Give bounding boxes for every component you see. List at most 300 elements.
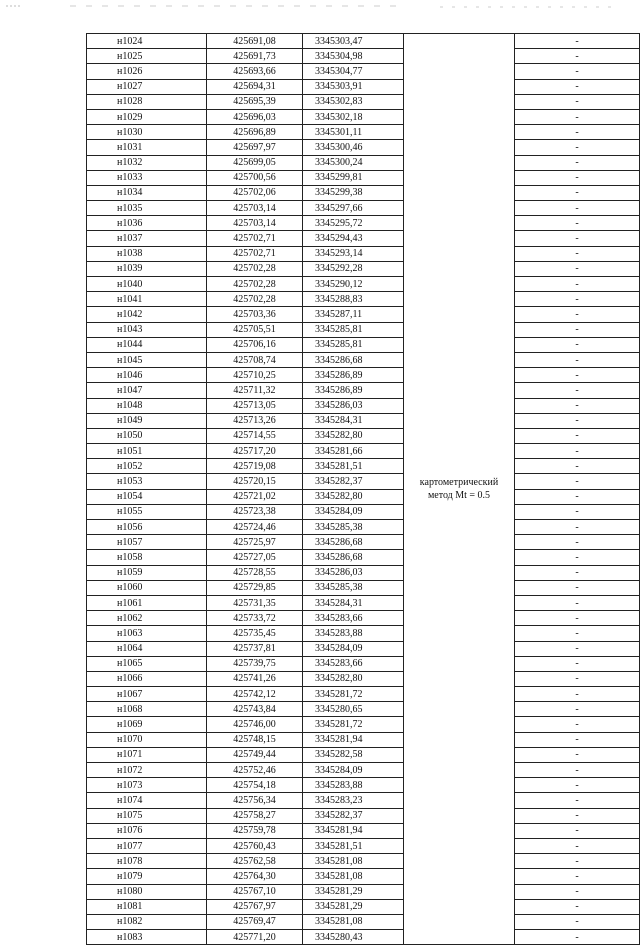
point-name-cell: н1066 <box>87 671 207 686</box>
x-coordinate-cell: 425748,15 <box>207 732 303 747</box>
x-coordinate-cell: 425739,75 <box>207 656 303 671</box>
tolerance-cell: - <box>515 231 640 246</box>
point-name-cell: н1036 <box>87 216 207 231</box>
table-row <box>87 641 640 656</box>
y-coordinate-cell: 3345287,11 <box>303 307 404 322</box>
point-name-cell: н1033 <box>87 170 207 185</box>
table-row <box>87 261 640 276</box>
x-coordinate-cell: 425696,03 <box>207 109 303 124</box>
tolerance-cell: - <box>515 778 640 793</box>
point-name-cell: н1034 <box>87 185 207 200</box>
tolerance-cell: - <box>515 277 640 292</box>
tolerance-cell: - <box>515 428 640 443</box>
y-coordinate-cell: 3345281,08 <box>303 914 404 929</box>
tolerance-cell: - <box>515 641 640 656</box>
y-coordinate-cell: 3345282,58 <box>303 747 404 762</box>
table-row <box>87 185 640 200</box>
point-name-cell: н1073 <box>87 778 207 793</box>
tolerance-cell: - <box>515 671 640 686</box>
table-row <box>87 854 640 869</box>
tolerance-cell: - <box>515 930 640 945</box>
table-row <box>87 702 640 717</box>
table-row <box>87 64 640 79</box>
table-row <box>87 307 640 322</box>
y-coordinate-cell: 3345283,88 <box>303 778 404 793</box>
point-name-cell: н1053 <box>87 474 207 489</box>
y-coordinate-cell: 3345280,65 <box>303 702 404 717</box>
table-row <box>87 671 640 686</box>
y-coordinate-cell: 3345280,43 <box>303 930 404 945</box>
tolerance-cell: - <box>515 732 640 747</box>
table-row <box>87 793 640 808</box>
point-name-cell: н1049 <box>87 413 207 428</box>
point-name-cell: н1071 <box>87 747 207 762</box>
point-name-cell: н1039 <box>87 261 207 276</box>
tolerance-cell: - <box>515 717 640 732</box>
table-row <box>87 459 640 474</box>
x-coordinate-cell: 425725,97 <box>207 535 303 550</box>
table-row <box>87 823 640 838</box>
point-name-cell: н1046 <box>87 368 207 383</box>
x-coordinate-cell: 425710,25 <box>207 368 303 383</box>
y-coordinate-cell: 3345286,89 <box>303 383 404 398</box>
tolerance-cell: - <box>515 823 640 838</box>
point-name-cell: н1029 <box>87 109 207 124</box>
tolerance-cell: - <box>515 520 640 535</box>
x-coordinate-cell: 425700,56 <box>207 170 303 185</box>
tolerance-cell: - <box>515 383 640 398</box>
x-coordinate-cell: 425702,28 <box>207 261 303 276</box>
table-row <box>87 520 640 535</box>
point-name-cell: н1077 <box>87 838 207 853</box>
y-coordinate-cell: 3345281,08 <box>303 854 404 869</box>
x-coordinate-cell: 425746,00 <box>207 717 303 732</box>
point-name-cell: н1079 <box>87 869 207 884</box>
point-name-cell: н1058 <box>87 550 207 565</box>
x-coordinate-cell: 425742,12 <box>207 687 303 702</box>
tolerance-cell: - <box>515 611 640 626</box>
x-coordinate-cell: 425756,34 <box>207 793 303 808</box>
table-row <box>87 717 640 732</box>
table-row <box>87 277 640 292</box>
method-label-line1: картометрический <box>419 477 499 489</box>
tolerance-cell: - <box>515 79 640 94</box>
point-name-cell: н1040 <box>87 277 207 292</box>
table-row <box>87 322 640 337</box>
method-label-line2: метод Mt = 0.5 <box>427 490 491 502</box>
table-row <box>87 838 640 853</box>
x-coordinate-cell: 425691,08 <box>207 34 303 49</box>
tolerance-cell: - <box>515 535 640 550</box>
table-row <box>87 626 640 641</box>
tolerance-cell: - <box>515 398 640 413</box>
tolerance-cell: - <box>515 201 640 216</box>
table-row <box>87 140 640 155</box>
tolerance-cell: - <box>515 747 640 762</box>
table-row <box>87 368 640 383</box>
tolerance-cell: - <box>515 125 640 140</box>
table-row <box>87 580 640 595</box>
x-coordinate-cell: 425714,55 <box>207 428 303 443</box>
table-row <box>87 808 640 823</box>
x-coordinate-cell: 425743,84 <box>207 702 303 717</box>
tolerance-cell: - <box>515 292 640 307</box>
tolerance-cell: - <box>515 869 640 884</box>
table-row <box>87 231 640 246</box>
tolerance-cell: - <box>515 49 640 64</box>
table-row <box>87 383 640 398</box>
y-coordinate-cell: 3345284,09 <box>303 641 404 656</box>
method-cell <box>404 34 515 945</box>
point-name-cell: н1050 <box>87 428 207 443</box>
point-name-cell: н1037 <box>87 231 207 246</box>
table-row <box>87 550 640 565</box>
y-coordinate-cell: 3345302,83 <box>303 94 404 109</box>
x-coordinate-cell: 425760,43 <box>207 838 303 853</box>
tolerance-cell: - <box>515 155 640 170</box>
x-coordinate-cell: 425713,05 <box>207 398 303 413</box>
tolerance-cell: - <box>515 474 640 489</box>
tolerance-cell: - <box>515 140 640 155</box>
point-name-cell: н1025 <box>87 49 207 64</box>
x-coordinate-cell: 425720,15 <box>207 474 303 489</box>
table-row <box>87 109 640 124</box>
tolerance-cell: - <box>515 337 640 352</box>
tolerance-cell: - <box>515 565 640 580</box>
point-name-cell: н1051 <box>87 444 207 459</box>
point-name-cell: н1054 <box>87 489 207 504</box>
scan-top-artifact <box>0 4 640 10</box>
y-coordinate-cell: 3345286,68 <box>303 535 404 550</box>
y-coordinate-cell: 3345300,46 <box>303 140 404 155</box>
point-name-cell: н1024 <box>87 34 207 49</box>
point-name-cell: н1072 <box>87 763 207 778</box>
point-name-cell: н1044 <box>87 337 207 352</box>
tolerance-cell: - <box>515 763 640 778</box>
y-coordinate-cell: 3345290,12 <box>303 277 404 292</box>
tolerance-cell: - <box>515 854 640 869</box>
x-coordinate-cell: 425702,06 <box>207 185 303 200</box>
table-row <box>87 49 640 64</box>
tolerance-cell: - <box>515 261 640 276</box>
y-coordinate-cell: 3345283,23 <box>303 793 404 808</box>
table-row <box>87 489 640 504</box>
x-coordinate-cell: 425703,14 <box>207 201 303 216</box>
x-coordinate-cell: 425728,55 <box>207 565 303 580</box>
table-row <box>87 474 640 489</box>
x-coordinate-cell: 425752,46 <box>207 763 303 778</box>
x-coordinate-cell: 425695,39 <box>207 94 303 109</box>
tolerance-cell: - <box>515 656 640 671</box>
point-name-cell: н1067 <box>87 687 207 702</box>
y-coordinate-cell: 3345303,47 <box>303 34 404 49</box>
tolerance-cell: - <box>515 489 640 504</box>
x-coordinate-cell: 425729,85 <box>207 580 303 595</box>
y-coordinate-cell: 3345284,09 <box>303 763 404 778</box>
tolerance-cell: - <box>515 170 640 185</box>
point-name-cell: н1065 <box>87 656 207 671</box>
y-coordinate-cell: 3345281,66 <box>303 444 404 459</box>
point-name-cell: н1052 <box>87 459 207 474</box>
table-row <box>87 687 640 702</box>
x-coordinate-cell: 425699,05 <box>207 155 303 170</box>
x-coordinate-cell: 425771,20 <box>207 930 303 945</box>
y-coordinate-cell: 3345295,72 <box>303 216 404 231</box>
y-coordinate-cell: 3345285,81 <box>303 337 404 352</box>
y-coordinate-cell: 3345286,03 <box>303 398 404 413</box>
x-coordinate-cell: 425767,97 <box>207 899 303 914</box>
y-coordinate-cell: 3345282,80 <box>303 671 404 686</box>
y-coordinate-cell: 3345285,81 <box>303 322 404 337</box>
table-row <box>87 884 640 899</box>
x-coordinate-cell: 425705,51 <box>207 322 303 337</box>
tolerance-cell: - <box>515 352 640 367</box>
table-row <box>87 155 640 170</box>
point-name-cell: н1032 <box>87 155 207 170</box>
point-name-cell: н1027 <box>87 79 207 94</box>
point-name-cell: н1078 <box>87 854 207 869</box>
tolerance-cell: - <box>515 34 640 49</box>
point-name-cell: н1038 <box>87 246 207 261</box>
y-coordinate-cell: 3345284,31 <box>303 413 404 428</box>
y-coordinate-cell: 3345281,94 <box>303 823 404 838</box>
point-name-cell: н1080 <box>87 884 207 899</box>
point-name-cell: н1063 <box>87 626 207 641</box>
table-row <box>87 292 640 307</box>
y-coordinate-cell: 3345283,66 <box>303 656 404 671</box>
x-coordinate-cell: 425735,45 <box>207 626 303 641</box>
point-name-cell: н1055 <box>87 504 207 519</box>
table-row <box>87 611 640 626</box>
point-name-cell: н1064 <box>87 641 207 656</box>
tolerance-cell: - <box>515 914 640 929</box>
point-name-cell: н1035 <box>87 201 207 216</box>
x-coordinate-cell: 425741,26 <box>207 671 303 686</box>
y-coordinate-cell: 3345286,89 <box>303 368 404 383</box>
table-row <box>87 428 640 443</box>
y-coordinate-cell: 3345282,37 <box>303 474 404 489</box>
table-row <box>87 778 640 793</box>
y-coordinate-cell: 3345300,24 <box>303 155 404 170</box>
tolerance-cell: - <box>515 444 640 459</box>
y-coordinate-cell: 3345286,68 <box>303 550 404 565</box>
x-coordinate-cell: 425697,97 <box>207 140 303 155</box>
point-name-cell: н1082 <box>87 914 207 929</box>
y-coordinate-cell: 3345293,14 <box>303 246 404 261</box>
point-name-cell: н1042 <box>87 307 207 322</box>
y-coordinate-cell: 3345285,38 <box>303 520 404 535</box>
table-row <box>87 763 640 778</box>
table-row <box>87 535 640 550</box>
tolerance-cell: - <box>515 64 640 79</box>
y-coordinate-cell: 3345299,38 <box>303 185 404 200</box>
tolerance-cell: - <box>515 185 640 200</box>
point-name-cell: н1081 <box>87 899 207 914</box>
y-coordinate-cell: 3345284,31 <box>303 595 404 610</box>
y-coordinate-cell: 3345286,68 <box>303 352 404 367</box>
table-row <box>87 747 640 762</box>
tolerance-cell: - <box>515 626 640 641</box>
table-row <box>87 337 640 352</box>
tolerance-cell: - <box>515 595 640 610</box>
x-coordinate-cell: 425703,36 <box>207 307 303 322</box>
tolerance-cell: - <box>515 322 640 337</box>
table-row <box>87 732 640 747</box>
tolerance-cell: - <box>515 459 640 474</box>
tolerance-cell: - <box>515 413 640 428</box>
x-coordinate-cell: 425724,46 <box>207 520 303 535</box>
x-coordinate-cell: 425717,20 <box>207 444 303 459</box>
y-coordinate-cell: 3345285,38 <box>303 580 404 595</box>
x-coordinate-cell: 425723,38 <box>207 504 303 519</box>
point-name-cell: н1059 <box>87 565 207 580</box>
table-row <box>87 413 640 428</box>
table-row <box>87 34 640 49</box>
point-name-cell: н1069 <box>87 717 207 732</box>
tolerance-cell: - <box>515 94 640 109</box>
x-coordinate-cell: 425703,14 <box>207 216 303 231</box>
x-coordinate-cell: 425706,16 <box>207 337 303 352</box>
y-coordinate-cell: 3345281,51 <box>303 838 404 853</box>
y-coordinate-cell: 3345304,98 <box>303 49 404 64</box>
coordinates-table-body <box>87 34 640 945</box>
x-coordinate-cell: 425702,71 <box>207 246 303 261</box>
x-coordinate-cell: 425758,27 <box>207 808 303 823</box>
y-coordinate-cell: 3345282,37 <box>303 808 404 823</box>
x-coordinate-cell: 425694,31 <box>207 79 303 94</box>
x-coordinate-cell: 425737,81 <box>207 641 303 656</box>
tolerance-cell: - <box>515 109 640 124</box>
y-coordinate-cell: 3345281,08 <box>303 869 404 884</box>
point-name-cell: н1026 <box>87 64 207 79</box>
x-coordinate-cell: 425749,44 <box>207 747 303 762</box>
x-coordinate-cell: 425721,02 <box>207 489 303 504</box>
point-name-cell: н1057 <box>87 535 207 550</box>
point-name-cell: н1031 <box>87 140 207 155</box>
table-row <box>87 216 640 231</box>
y-coordinate-cell: 3345294,43 <box>303 231 404 246</box>
table-row <box>87 595 640 610</box>
table-row <box>87 79 640 94</box>
table-row <box>87 246 640 261</box>
point-name-cell: н1061 <box>87 595 207 610</box>
point-name-cell: н1041 <box>87 292 207 307</box>
point-name-cell: н1060 <box>87 580 207 595</box>
y-coordinate-cell: 3345292,28 <box>303 261 404 276</box>
x-coordinate-cell: 425733,72 <box>207 611 303 626</box>
x-coordinate-cell: 425764,30 <box>207 869 303 884</box>
point-name-cell: н1056 <box>87 520 207 535</box>
tolerance-cell: - <box>515 808 640 823</box>
table-row <box>87 94 640 109</box>
y-coordinate-cell: 3345284,09 <box>303 504 404 519</box>
tolerance-cell: - <box>515 504 640 519</box>
x-coordinate-cell: 425702,71 <box>207 231 303 246</box>
y-coordinate-cell: 3345283,88 <box>303 626 404 641</box>
table-row <box>87 899 640 914</box>
y-coordinate-cell: 3345281,72 <box>303 717 404 732</box>
tolerance-cell: - <box>515 899 640 914</box>
y-coordinate-cell: 3345301,11 <box>303 125 404 140</box>
tolerance-cell: - <box>515 838 640 853</box>
tolerance-cell: - <box>515 550 640 565</box>
point-name-cell: н1062 <box>87 611 207 626</box>
table-row <box>87 656 640 671</box>
point-name-cell: н1045 <box>87 352 207 367</box>
table-row <box>87 565 640 580</box>
tolerance-cell: - <box>515 580 640 595</box>
point-name-cell: н1075 <box>87 808 207 823</box>
point-name-cell: н1074 <box>87 793 207 808</box>
x-coordinate-cell: 425708,74 <box>207 352 303 367</box>
x-coordinate-cell: 425754,18 <box>207 778 303 793</box>
point-name-cell: н1070 <box>87 732 207 747</box>
x-coordinate-cell: 425702,28 <box>207 292 303 307</box>
y-coordinate-cell: 3345286,03 <box>303 565 404 580</box>
y-coordinate-cell: 3345281,29 <box>303 884 404 899</box>
tolerance-cell: - <box>515 307 640 322</box>
point-name-cell: н1048 <box>87 398 207 413</box>
y-coordinate-cell: 3345288,83 <box>303 292 404 307</box>
tolerance-cell: - <box>515 884 640 899</box>
table-row <box>87 914 640 929</box>
x-coordinate-cell: 425713,26 <box>207 413 303 428</box>
y-coordinate-cell: 3345297,66 <box>303 201 404 216</box>
point-name-cell: н1076 <box>87 823 207 838</box>
point-name-cell: н1043 <box>87 322 207 337</box>
tolerance-cell: - <box>515 368 640 383</box>
y-coordinate-cell: 3345281,51 <box>303 459 404 474</box>
point-name-cell: н1028 <box>87 94 207 109</box>
x-coordinate-cell: 425767,10 <box>207 884 303 899</box>
tolerance-cell: - <box>515 216 640 231</box>
y-coordinate-cell: 3345299,81 <box>303 170 404 185</box>
table-row <box>87 444 640 459</box>
point-name-cell: н1047 <box>87 383 207 398</box>
y-coordinate-cell: 3345281,94 <box>303 732 404 747</box>
table-row <box>87 398 640 413</box>
table-row <box>87 170 640 185</box>
table-row <box>87 504 640 519</box>
x-coordinate-cell: 425762,58 <box>207 854 303 869</box>
x-coordinate-cell: 425702,28 <box>207 277 303 292</box>
x-coordinate-cell: 425769,47 <box>207 914 303 929</box>
table-row <box>87 201 640 216</box>
y-coordinate-cell: 3345281,29 <box>303 899 404 914</box>
x-coordinate-cell: 425719,08 <box>207 459 303 474</box>
y-coordinate-cell: 3345302,18 <box>303 109 404 124</box>
table-row <box>87 869 640 884</box>
y-coordinate-cell: 3345282,80 <box>303 489 404 504</box>
x-coordinate-cell: 425731,35 <box>207 595 303 610</box>
table-row <box>87 125 640 140</box>
point-name-cell: н1068 <box>87 702 207 717</box>
tolerance-cell: - <box>515 793 640 808</box>
tolerance-cell: - <box>515 246 640 261</box>
table-row <box>87 352 640 367</box>
point-name-cell: н1030 <box>87 125 207 140</box>
y-coordinate-cell: 3345281,72 <box>303 687 404 702</box>
x-coordinate-cell: 425693,66 <box>207 64 303 79</box>
y-coordinate-cell: 3345303,91 <box>303 79 404 94</box>
y-coordinate-cell: 3345304,77 <box>303 64 404 79</box>
x-coordinate-cell: 425727,05 <box>207 550 303 565</box>
y-coordinate-cell: 3345282,80 <box>303 428 404 443</box>
tolerance-cell: - <box>515 687 640 702</box>
x-coordinate-cell: 425711,32 <box>207 383 303 398</box>
point-name-cell: н1083 <box>87 930 207 945</box>
x-coordinate-cell: 425759,78 <box>207 823 303 838</box>
